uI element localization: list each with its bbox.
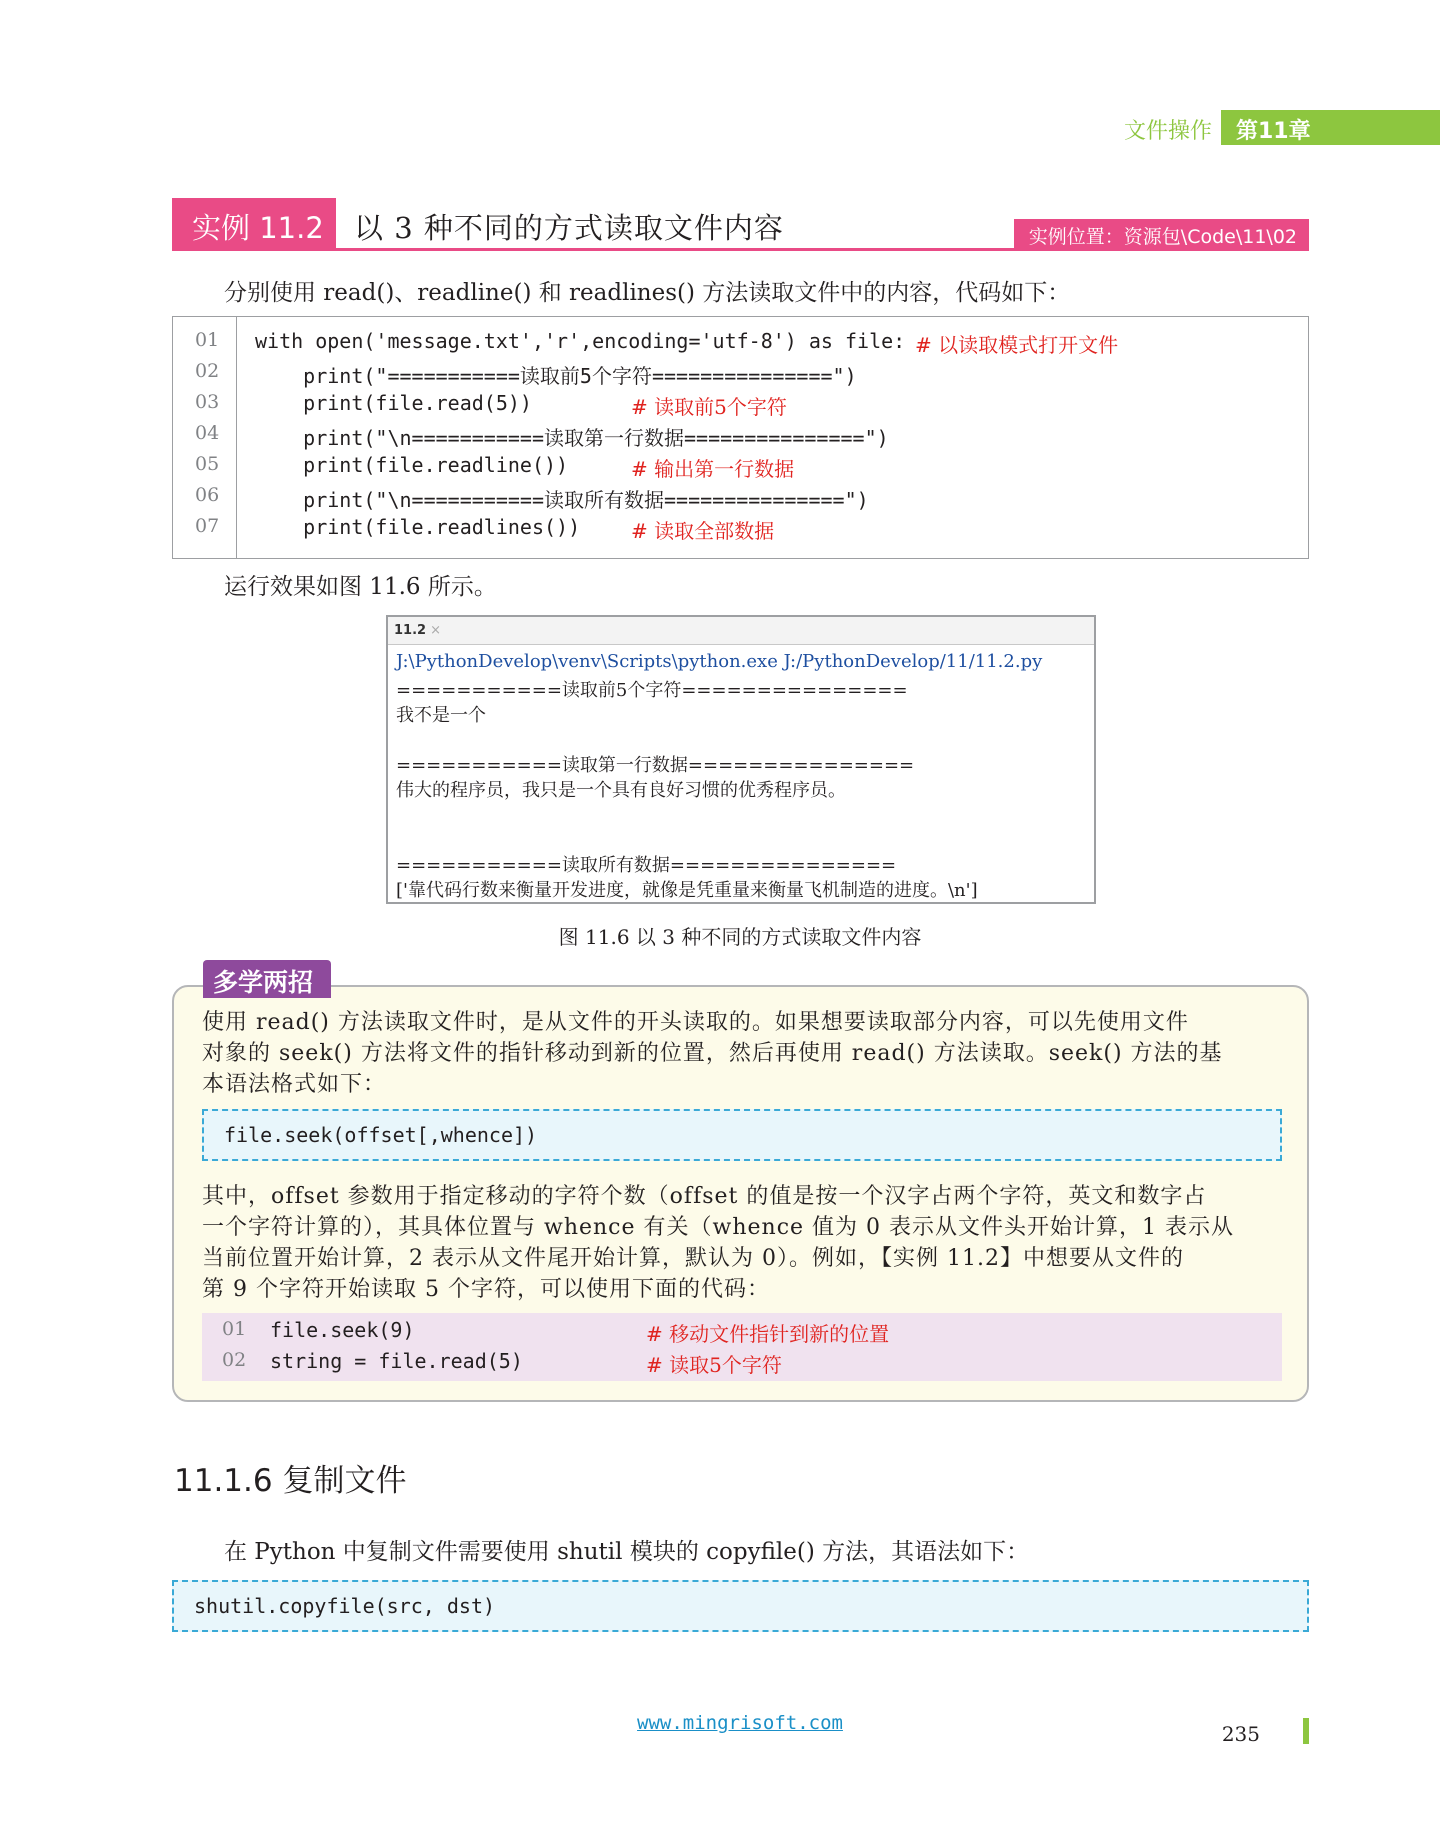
code-comment: # 读取前5个字符 [631,395,787,419]
tip-paragraph-line: 对象的 seek() 方法将文件的指针移动到新的位置，然后再使用 read() 方法读取。seek() 方法的基 [202,1041,1223,1066]
example-location: 实例位置：资源包\Code\11\02 [1014,219,1309,249]
line-number: 02 [222,1349,247,1371]
line-number: 01 [222,1318,247,1340]
code-line: string = file.read(5) [270,1349,523,1373]
example-title-bar [172,198,1309,251]
tip-paragraph-line: 一个字符计算的），其具体位置与 whence 有关（whence 值为 0 表示从文件头开始计算，1 表示从 [202,1215,1235,1240]
code-comment: # 读取5个字符 [646,1353,782,1377]
line-number: 01 [195,329,220,351]
tip-code-block [202,1313,1282,1381]
console-line: 我不是一个 [396,705,486,726]
tip-tag: 多学两招 [203,960,331,998]
code-comment: # 以读取模式打开文件 [915,333,1119,357]
code-line: print("\n===========读取第一行数据===============") [255,426,889,450]
copy-intro-paragraph: 在 Python 中复制文件需要使用 shutil 模块的 copyfile() 方法，其语法如下： [224,1539,1030,1565]
line-number: 03 [195,391,220,413]
code-line: print("\n===========读取所有数据===============") [255,488,869,512]
footer-url-link[interactable]: www.mingrisoft.com [637,1712,843,1734]
code-line: print(file.readline()) [255,453,569,477]
page-number: 235 [1221,1722,1260,1746]
line-number: 06 [195,484,220,506]
example-title: 以 3 种不同的方式读取文件内容 [354,211,784,245]
console-line: ['靠代码行数来衡量开发进度，就像是凭重量来衡量飞机制造的进度。\n'] [396,880,978,901]
chapter-label: 第11章 [1221,110,1440,145]
line-number: 07 [195,515,220,537]
console-screenshot [386,615,1096,904]
copyfile-syntax-box [172,1580,1309,1632]
line-number: 05 [195,453,220,475]
code-line: print(file.readlines()) [255,515,581,539]
console-tab[interactable] [394,623,441,638]
copyfile-syntax: shutil.copyfile(src, dst) [194,1594,496,1618]
section-heading: 11.1.6 复制文件 [174,1463,407,1499]
code-block [172,316,1309,559]
code-line: with open('message.txt','r',encoding='utf-8') as file: [255,329,918,353]
console-line: ===========读取第一行数据=============== [396,755,915,776]
console-tab-bar [388,617,1094,645]
console-line: 伟大的程序员，我只是一个具有良好习惯的优秀程序员。 [396,780,846,801]
tip-paragraph-line: 其中，offset 参数用于指定移动的字符个数（offset 的值是按一个汉字占两个字符，英文和数字占 [202,1184,1207,1209]
page-number-marker [1303,1718,1309,1744]
code-line: print("===========读取前5个字符===============") [255,364,857,388]
close-icon[interactable]: × [430,623,441,638]
tip-paragraph-line: 第 9 个字符开始读取 5 个字符，可以使用下面的代码： [202,1277,770,1302]
line-number: 04 [195,422,220,444]
figure-caption: 图 11.6 以 3 种不同的方式读取文件内容 [558,925,922,949]
tip-paragraph-line: 本语法格式如下： [202,1072,387,1097]
tip-paragraph-line: 当前位置开始计算，2 表示从文件尾开始计算，默认为 0）。例如，【实例 11.2】中想要从文件的 [202,1246,1184,1271]
code-comment: # 输出第一行数据 [631,457,795,481]
example-tag: 实例 11.2 [172,198,336,251]
chapter-section-label: 文件操作 [1123,119,1212,144]
run-result-text: 运行效果如图 11.6 所示。 [224,574,497,600]
code-comment: # 读取全部数据 [631,519,775,543]
console-tab-label: 11.2 [394,623,427,638]
line-number: 02 [195,360,220,382]
tip-paragraph-line: 使用 read() 方法读取文件时，是从文件的开头读取的。如果想要读取部分内容，可以先使用文件 [202,1010,1189,1035]
console-line: J:\PythonDevelop\venv\Scripts\python.exe J:/PythonDevelop/11/11.2.py [396,651,1043,672]
console-line: ===========读取前5个字符=============== [396,680,908,701]
seek-syntax: file.seek(offset[,whence]) [224,1123,538,1147]
code-comment: # 移动文件指针到新的位置 [646,1322,890,1346]
intro-paragraph: 分别使用 read()、readline() 和 readlines() 方法读取文件中的内容，代码如下： [224,280,1071,306]
seek-syntax-box [202,1109,1282,1161]
console-line: ===========读取所有数据=============== [396,855,897,876]
code-line: file.seek(9) [270,1318,415,1342]
code-line: print(file.read(5)) [255,391,532,415]
